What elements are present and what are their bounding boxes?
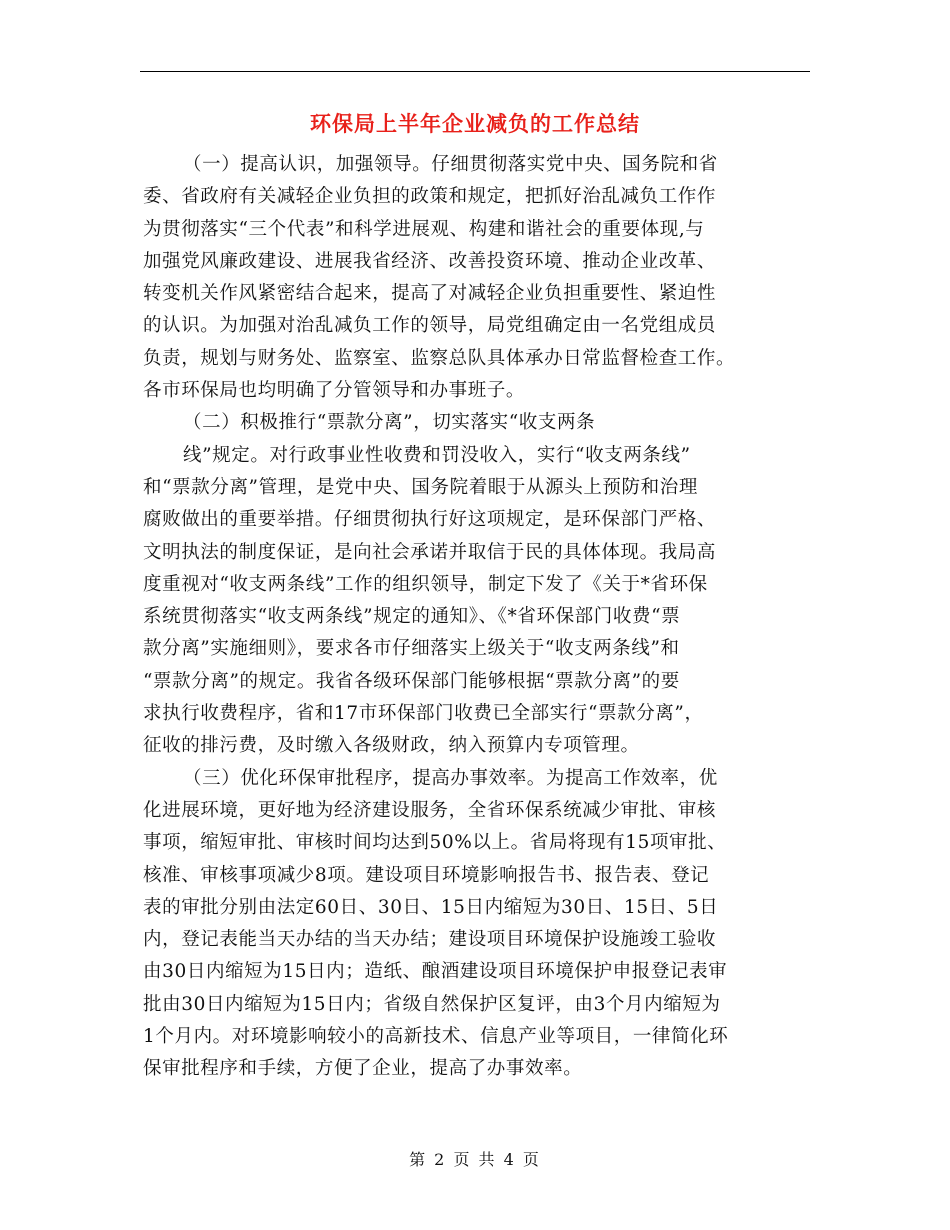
page-number: 第 2 页 共 4 页 [409,1150,541,1169]
text-line: 款分离”实施细则》，要求各市仔细落实上级关于“收支两条线”和 [143,638,680,660]
document-body [143,149,813,1086]
text-line: 求执行收费程序，省和17市环保部门收费已全部实行“票款分离”， [143,703,704,725]
text-line: 1个月内。对环境影响较小的高新技术、信息产业等项目，一律简化环 [143,1026,729,1048]
text-line: 化进展环境，更好地为经济建设服务，全省环保系统减少审批、审核 [143,799,717,821]
text-line: 事项，缩短审批、审核时间均达到50%以上。省局将现有15项审批、 [143,832,727,854]
text-line: 负责，规划与财务处、监察室、监察总队具体承办日常监督检查工作。 [143,347,736,369]
text-line: 批由30日内缩短为15日内；省级自然保护区复评，由3个月内缩短为 [143,993,721,1015]
text-line: 为贯彻落实“三个代表”和科学进展观、构建和谐社会的重要体现,与 [143,218,705,240]
text-line: “票款分离”的规定。我省各级环保部门能够根据“票款分离”的要 [143,670,680,692]
text-line: 内，登记表能当天办结的当天办结；建设项目环境保护设施竣工验收 [143,929,717,951]
text-line: 和“票款分离”管理，是党中央、国务院着眼于从源头上预防和治理 [143,476,698,498]
text-line: 由30日内缩短为15日内；造纸、酿酒建设项目环境保护申报登记表审 [143,961,728,983]
text-line: 系统贯彻落实“收支两条线”规定的通知》、《*省环保部门收费“票 [143,606,681,628]
text-line: （三）优化环保审批程序，提高办事效率。为提高工作效率，优 [183,767,718,789]
text-line: （二）积极推行“票款分离”，切实落实“收支两条 [183,412,596,434]
text-line: 保审批程序和手续，方便了企业，提高了办事效率。 [143,1058,583,1080]
text-line: 各市环保局也均明确了分管领导和办事班子。 [143,380,526,402]
text-line: 加强党风廉政建设、进展我省经济、改善投资环境、推动企业改革、 [143,250,717,272]
text-line: 腐败做出的重要举措。仔细贯彻执行好这项规定，是环保部门严格、 [143,509,717,531]
text-line: 的认识。为加强对治乱减负工作的领导，局党组确定由一名党组成员 [143,315,717,337]
text-line: （一）提高认识，加强领导。仔细贯彻落实党中央、国务院和省 [183,154,718,175]
text-line: 委、省政府有关减轻企业负担的政策和规定，把抓好治乱减负工作作 [143,186,717,208]
text-line: 度重视对“收支两条线”工作的组织领导，制定下发了《关于*省环保 [143,573,708,595]
text-line: 线”规定。对行政事业性收费和罚没收入，实行“收支两条线” [183,444,691,466]
text-line: 转变机关作风紧密结合起来，提高了对减轻企业负担重要性、紧迫性 [143,283,717,305]
text-line: 文明执法的制度保证，是向社会承诺并取信于民的具体体现。我局高 [143,541,717,563]
text-line: 核准、审核事项减少8项。建设项目环境影响报告书、报告表、登记 [143,864,710,886]
text-line: 征收的排污费，及时缴入各级财政，纳入预算内专项管理。 [143,735,640,757]
document-title: 环保局上半年企业减负的工作总结 [310,112,640,136]
text-line: 表的审批分别由法定60日、30日、15日内缩短为30日、15日、5日 [143,896,719,918]
header-rule [140,71,810,72]
